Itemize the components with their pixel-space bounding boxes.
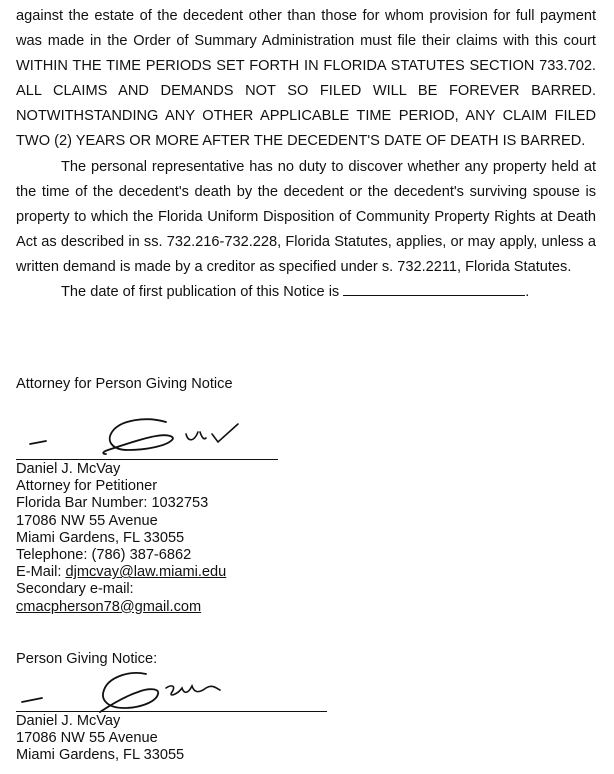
attorney-name: Daniel J. McVay	[16, 461, 121, 477]
person-name: Daniel J. McVay	[16, 713, 121, 729]
notice-body	[16, 4, 596, 305]
publication-date-line	[16, 280, 596, 305]
attorney-email-line	[16, 564, 226, 581]
publication-date-period: .	[525, 284, 530, 301]
attorney-contact-block	[16, 461, 226, 616]
person-giving-notice-heading: Person Giving Notice:	[16, 651, 158, 667]
secondary-email-label: Secondary e-mail:	[16, 581, 134, 598]
attorney-email-link[interactable]: djmcvay@law.miami.edu	[65, 564, 227, 581]
person-signature-line	[16, 711, 327, 712]
document-page	[16, 0, 598, 774]
community-property-paragraph: The personal representative has no duty to discover whether any property held at the time of the decedent's death by the decedent or the decedent's surviving spouse is property to which the Florida Uniform Disposition of Community Property Rights at Death Act as described in ss. 732.216-732.228, Florida Statutes, applies, or may apply, unless a written demand is made by a creditor as specified under s. 732.2211, Florida Statutes.	[16, 158, 596, 275]
publication-date-blank[interactable]	[343, 281, 525, 296]
attorney-telephone: Telephone: (786) 387-6862	[16, 547, 192, 564]
attorney-city: Miami Gardens, FL 33055	[16, 529, 185, 546]
claims-paragraph: against the estate of the decedent other than those for whom provision for full payment was made in the Order of Summary Administration must file their claims with this court WITHIN THE TIME PERIODS SET FORTH IN FLORIDA STATUTES SECTION 733.702. ALL CLAIMS AND DEMANDS NOT SO FILED WILL BE FOREVER BARRED. NOTWITHSTANDING ANY OTHER APPLICABLE TIME PERIOD, ANY CLAIM FILED TWO (2) YEARS OR MORE AFTER THE DECEDENT'S DATE OF DEATH IS BARRED.	[16, 8, 596, 150]
person-signature	[16, 664, 336, 716]
secondary-email-link[interactable]: cmacpherson78@gmail.com	[16, 598, 202, 615]
publication-date-label: The date of first publication of this Notice is	[61, 284, 340, 301]
person-city: Miami Gardens, FL 33055	[16, 747, 185, 764]
attorney-signature-line	[16, 459, 278, 460]
attorney-email-label: E-Mail:	[16, 564, 66, 581]
attorney-signature	[16, 408, 286, 460]
person-street: 17086 NW 55 Avenue	[16, 730, 158, 747]
attorney-role: Attorney for Petitioner	[16, 478, 158, 495]
attorney-bar-number: Florida Bar Number: 1032753	[16, 495, 209, 512]
person-contact-block	[16, 713, 184, 765]
attorney-heading: Attorney for Person Giving Notice	[16, 376, 233, 392]
attorney-street: 17086 NW 55 Avenue	[16, 512, 158, 529]
